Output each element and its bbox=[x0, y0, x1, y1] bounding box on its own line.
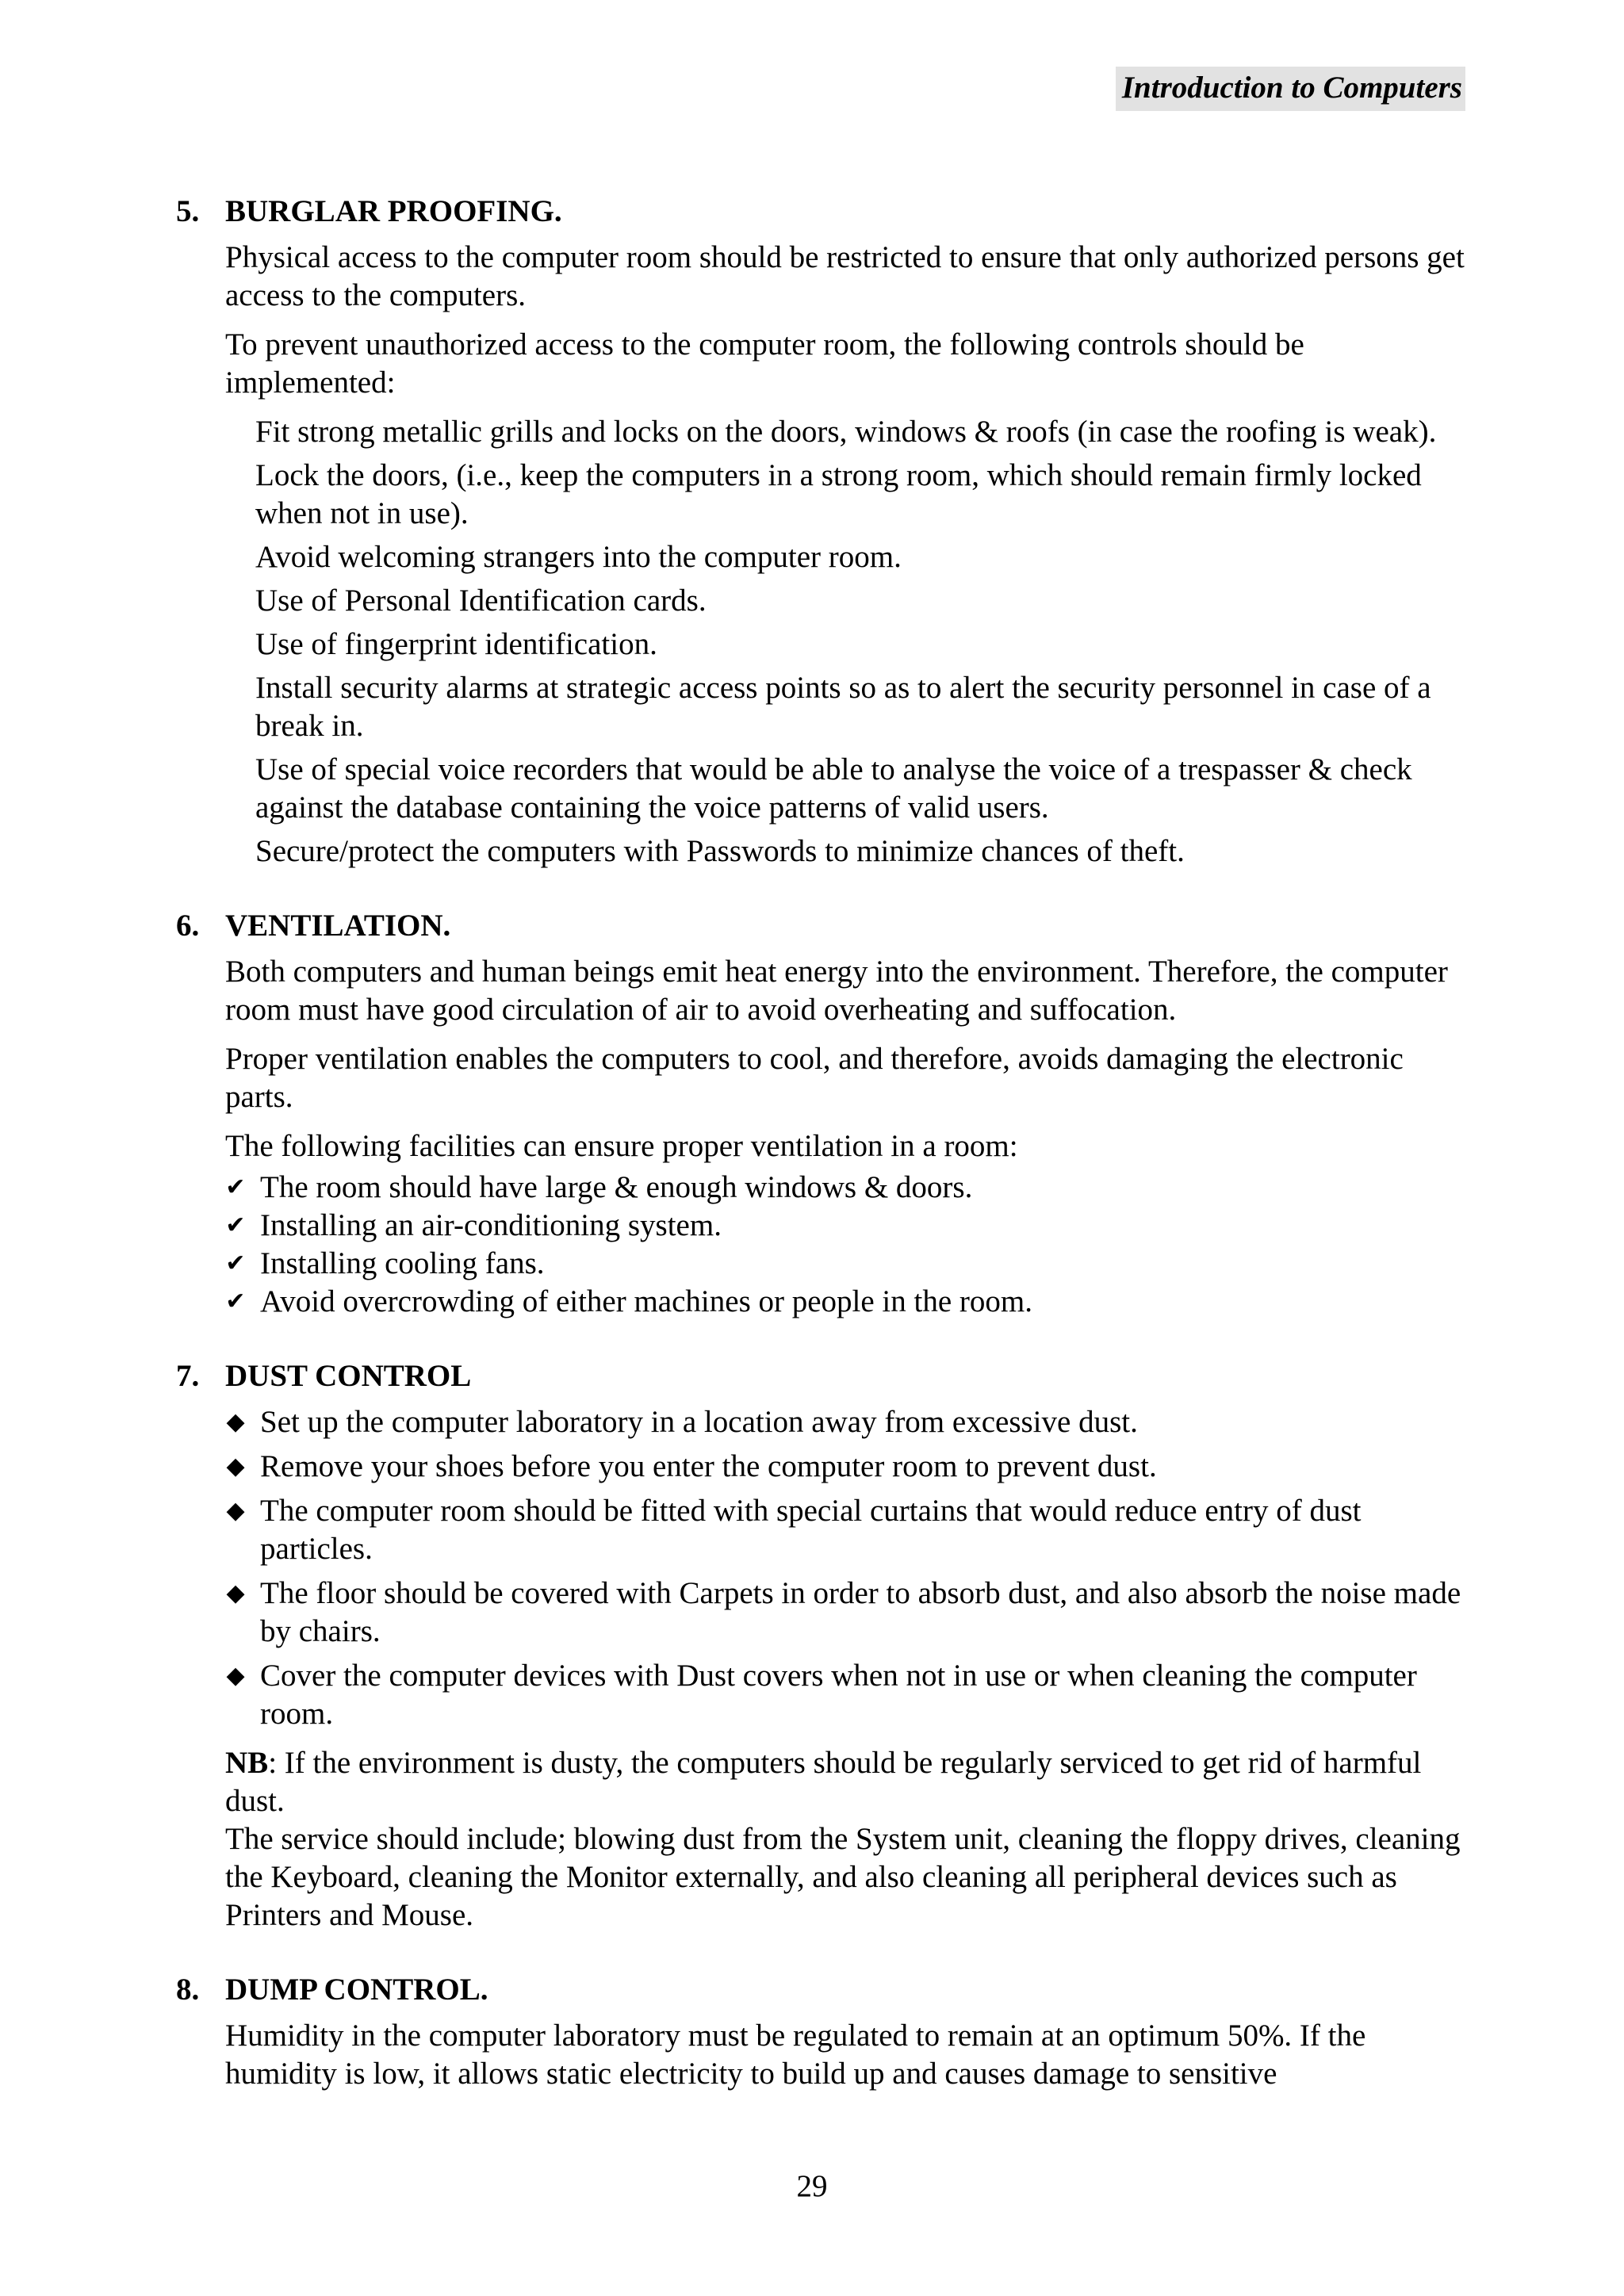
service-paragraph: The service should include; blowing dust from the System unit, cleaning the floppy drives, cleaning the Keyboard, cleaning the Monitor externally, and also cleaning all peripheral devices such as Printers and Mouse. bbox=[225, 1822, 1461, 1932]
section-number: 8. bbox=[176, 1973, 200, 2007]
list-item-text: Installing an air-conditioning system. bbox=[260, 1208, 722, 1242]
section-ventilation bbox=[176, 907, 1465, 1321]
list-item bbox=[211, 1657, 1465, 1733]
list-item: Secure/protect the computers with Passwords to minimize chances of theft. bbox=[255, 834, 1185, 868]
paragraph: Humidity in the computer laboratory must be regulated to remain at an optimum 50%. If the humidity is low, it allows static electricity to build up and causes damage to sensitive bbox=[225, 2019, 1366, 2091]
list-item bbox=[211, 1283, 1465, 1321]
section-heading bbox=[176, 1357, 1465, 1395]
page-number: 29 bbox=[796, 2169, 828, 2203]
section-number: 7. bbox=[176, 1359, 200, 1393]
paragraph: To prevent unauthorized access to the computer room, the following controls should be implemented: bbox=[225, 327, 1304, 400]
paragraph: Physical access to the computer room should be restricted to ensure that only authorized persons get access to the computers. bbox=[225, 240, 1465, 312]
section-title: BURGLAR PROOFING. bbox=[225, 194, 562, 228]
section-number: 6. bbox=[176, 909, 200, 943]
section-heading bbox=[176, 1971, 1465, 2009]
section-heading bbox=[176, 193, 1465, 231]
list-item-text: The computer room should be fitted with special curtains that would reduce entry of dust particles. bbox=[260, 1494, 1362, 1566]
section-dump-control bbox=[176, 1971, 1465, 2093]
paragraph: The following facilities can ensure proper ventilation in a room: bbox=[225, 1129, 1018, 1163]
running-header: Introduction to Computers bbox=[1116, 67, 1465, 111]
list-item bbox=[211, 1448, 1465, 1486]
controls-list bbox=[255, 413, 1465, 871]
page-content bbox=[176, 193, 1465, 2104]
list-item-text: Avoid overcrowding of either machines or people in the room. bbox=[260, 1284, 1032, 1318]
section-body bbox=[225, 1403, 1465, 1934]
list-item-text: Remove your shoes before you enter the computer room to prevent dust. bbox=[260, 1449, 1157, 1483]
list-item: Avoid welcoming strangers into the computer room. bbox=[255, 540, 902, 574]
list-item-text: Set up the computer laboratory in a location away from excessive dust. bbox=[260, 1405, 1138, 1439]
list-item bbox=[211, 1169, 1465, 1207]
ventilation-list bbox=[211, 1169, 1465, 1321]
section-title: DUST CONTROL bbox=[225, 1359, 472, 1393]
diamond-bullet-icon: ◆ bbox=[226, 1580, 245, 1606]
list-item bbox=[211, 1492, 1465, 1568]
section-body bbox=[225, 953, 1465, 1321]
list-item: Use of special voice recorders that would be able to analyse the voice of a trespasser & check against the database containing the voice patterns of valid users. bbox=[255, 752, 1412, 825]
list-item bbox=[211, 1403, 1465, 1441]
list-item: Fit strong metallic grills and locks on the doors, windows & roofs (in case the roofing is weak). bbox=[255, 415, 1437, 449]
list-item: Lock the doors, (i.e., keep the computers in a strong room, which should remain firmly locked when not in use). bbox=[255, 458, 1422, 530]
paragraph: Both computers and human beings emit heat energy into the environment. Therefore, the computer room must have good circulation of air to avoid overheating and suffocation. bbox=[225, 955, 1448, 1027]
list-item-text: Installing cooling fans. bbox=[260, 1246, 545, 1280]
diamond-bullet-icon: ◆ bbox=[226, 1409, 245, 1435]
nb-text: : If the environment is dusty, the computers should be regularly serviced to get rid of harmful dust. bbox=[225, 1746, 1422, 1818]
list-item-text: Cover the computer devices with Dust covers when not in use or when cleaning the computer room. bbox=[260, 1659, 1417, 1731]
list-item-text: The floor should be covered with Carpets in order to absorb dust, and also absorb the noise made by chairs. bbox=[260, 1576, 1461, 1648]
section-heading bbox=[176, 907, 1465, 945]
list-item-text: The room should have large & enough windows & doors. bbox=[260, 1170, 973, 1204]
section-dust-control bbox=[176, 1357, 1465, 1934]
check-icon: ✔ bbox=[225, 1288, 246, 1314]
dust-control-list bbox=[211, 1403, 1465, 1733]
section-burglar-proofing bbox=[176, 193, 1465, 871]
diamond-bullet-icon: ◆ bbox=[226, 1663, 245, 1689]
nb-label: NB bbox=[225, 1746, 269, 1780]
section-title: DUMP CONTROL. bbox=[225, 1973, 488, 2007]
list-item bbox=[211, 1207, 1465, 1245]
list-item: Use of Personal Identification cards. bbox=[255, 584, 707, 618]
diamond-bullet-icon: ◆ bbox=[226, 1453, 245, 1479]
section-body bbox=[225, 2017, 1465, 2093]
check-icon: ✔ bbox=[225, 1212, 246, 1238]
diamond-bullet-icon: ◆ bbox=[226, 1498, 245, 1524]
section-number: 5. bbox=[176, 194, 200, 228]
list-item bbox=[211, 1245, 1465, 1283]
list-item: Use of fingerprint identification. bbox=[255, 627, 657, 661]
section-title: VENTILATION. bbox=[225, 909, 451, 943]
check-icon: ✔ bbox=[225, 1174, 246, 1200]
nb-note bbox=[225, 1744, 1465, 1820]
section-body bbox=[225, 239, 1465, 871]
paragraph: Proper ventilation enables the computers to cool, and therefore, avoids damaging the electronic parts. bbox=[225, 1042, 1404, 1114]
list-item bbox=[211, 1575, 1465, 1651]
check-icon: ✔ bbox=[225, 1250, 246, 1276]
list-item: Install security alarms at strategic access points so as to alert the security personnel in case of a break in. bbox=[255, 671, 1431, 743]
